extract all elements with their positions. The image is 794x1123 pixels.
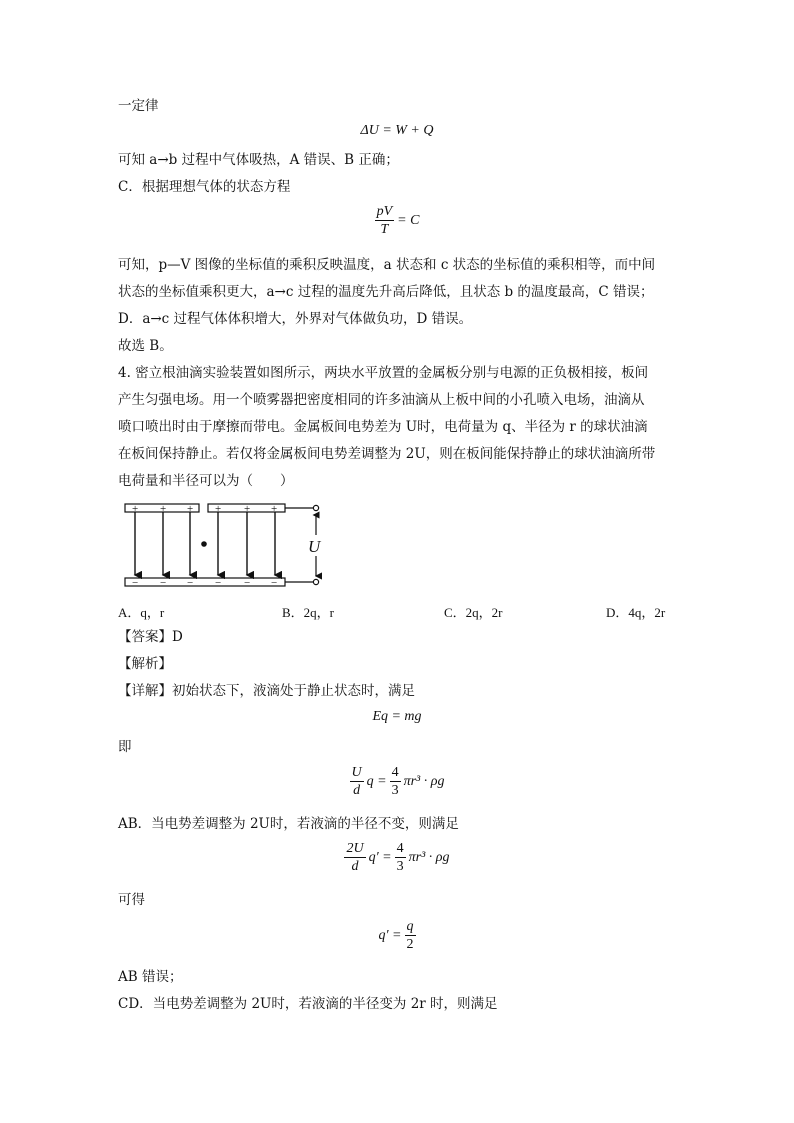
question-4-text: 电荷量和半径可以为（ ） bbox=[118, 473, 294, 489]
terminal-negative bbox=[313, 579, 318, 584]
equation-first-law: ΔU = W + Q bbox=[360, 123, 434, 138]
millikan-apparatus-diagram bbox=[118, 498, 338, 590]
equation-balance: Eq = mg bbox=[372, 709, 422, 724]
option-c: C．2q，2r bbox=[444, 605, 503, 620]
voltage-label: U bbox=[308, 537, 321, 556]
text-line: 状态的坐标值乘积更大，a→c 过程的温度先升高后降低，且状态 b 的温度最高，C 错误； bbox=[118, 284, 654, 300]
text-line: 一定律 bbox=[118, 98, 159, 114]
fraction: $\frac{4}{3}$ bbox=[391, 765, 399, 798]
option-a: A．q，r bbox=[118, 605, 165, 620]
text-line: 即 bbox=[118, 739, 132, 755]
terminal-positive bbox=[313, 505, 318, 510]
minus-sign: − bbox=[160, 577, 167, 589]
option-b: B．2q，r bbox=[282, 605, 335, 620]
text-line: 可知，p—V 图像的坐标值的乘积反映温度，a 状态和 c 状态的坐标值的乘积相等，而中间 bbox=[118, 257, 656, 273]
plus-sign: + bbox=[160, 503, 167, 515]
fraction: $\frac{4}{3}$ bbox=[396, 841, 404, 874]
plus-sign: + bbox=[132, 503, 139, 515]
fraction: $\frac{q}{2}$ bbox=[406, 919, 414, 952]
equation-ideal-gas: $\frac{pV}{T}$ = C bbox=[376, 204, 420, 237]
minus-sign: − bbox=[271, 577, 278, 589]
equation-5: $\frac{2U}{d}$ q′ = $\frac{4}{3}$ πr³ · ρg bbox=[346, 841, 450, 874]
answer-label: 【答案】D bbox=[118, 629, 183, 645]
plus-sign: + bbox=[215, 503, 222, 515]
text-line: 故选 B。 bbox=[118, 338, 173, 354]
detail-text: 【详解】初始状态下，液滴处于静止状态时，满足 bbox=[118, 683, 415, 699]
plus-sign: + bbox=[271, 503, 278, 515]
minus-sign: − bbox=[215, 577, 222, 589]
text-line: 可知 a→b 过程中气体吸热，A 错误、B 正确； bbox=[118, 152, 399, 168]
text-line: AB．当电势差调整为 2U时，若液滴的半径不变，则满足 bbox=[118, 816, 459, 832]
fraction: $\frac{pV}{T}$ bbox=[376, 204, 393, 237]
analysis-label: 【解析】 bbox=[118, 656, 172, 672]
minus-sign: − bbox=[244, 577, 251, 589]
question-4-text: 在板间保持静止。若仅将金属板间电势差调整为 2U，则在板间能保持静止的球状油滴所带 bbox=[118, 446, 656, 462]
text-line: AB 错误； bbox=[118, 969, 183, 985]
equation-6: q′ = $\frac{q}{2}$ bbox=[378, 919, 414, 952]
question-4-text: 产生匀强电场。用一个喷雾器把密度相同的许多油滴从上板中间的小孔喷入电场，油滴从 bbox=[118, 392, 645, 408]
oil-drop bbox=[201, 541, 207, 547]
equation-4: $\frac{U}{d}$ q = $\frac{4}{3}$ πr³ · ρg bbox=[351, 765, 445, 798]
text-line: D．a→c 过程气体体积增大，外界对气体做负功，D 错误。 bbox=[118, 311, 473, 327]
question-4-text: 喷口喷出时由于摩擦而带电。金属板间电势差为 U时，电荷量为 q、半径为 r 的球状油滴 bbox=[118, 419, 648, 435]
plus-sign: + bbox=[244, 503, 251, 515]
bottom-plate bbox=[125, 578, 285, 586]
text-line: C．根据理想气体的状态方程 bbox=[118, 179, 291, 195]
fraction: $\frac{2U}{d}$ bbox=[346, 841, 364, 874]
minus-sign: − bbox=[132, 577, 139, 589]
question-4-text: 4. 密立根油滴实验装置如图所示，两块水平放置的金属板分别与电源的正负极相接，板间 bbox=[118, 365, 649, 381]
text-line: CD．当电势差调整为 2U时，若液滴的半径变为 2r 时，则满足 bbox=[118, 996, 498, 1012]
minus-sign: − bbox=[187, 577, 194, 589]
fraction: $\frac{U}{d}$ bbox=[351, 765, 362, 798]
plus-sign: + bbox=[187, 503, 194, 515]
option-d: D．4q，2r bbox=[606, 605, 666, 620]
text-line: 可得 bbox=[118, 892, 145, 908]
